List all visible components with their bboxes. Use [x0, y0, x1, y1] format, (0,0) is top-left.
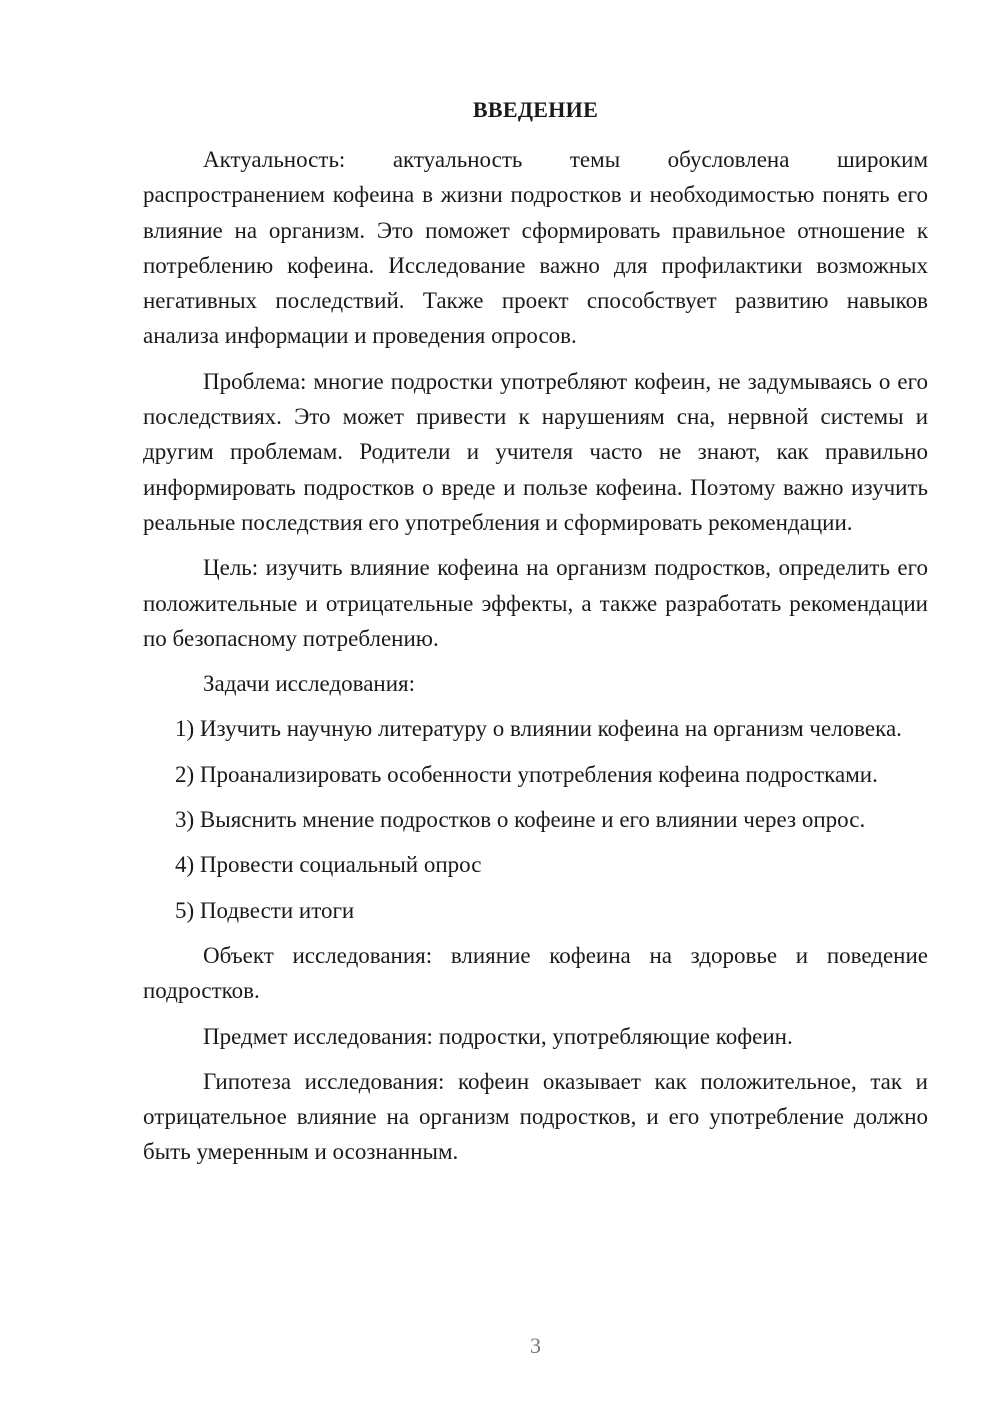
body-text: [143, 142, 928, 1170]
paragraph-goal: Цель: изучить влияние кофеина на организм подростков, определить его положительные и отрицательные эффекты, а также разработать рекомендации по безопасному потреблению.: [143, 555, 928, 651]
paragraph-relevance: Актуальность: актуальность темы обусловлена широким распространением кофеина в жизни подростков и необходимостью понять его влияние на организм. Это поможет сформировать правильное отношение к потреблению кофеина. Исследование важно для профилактики возможных негативных последствий. Также проект способствует развитию навыков анализа информации и проведения опросов.: [143, 147, 928, 349]
page-number: 3: [530, 1333, 541, 1358]
section-title: ВВЕДЕНИЕ: [472, 97, 599, 122]
task-item: 2) Проанализировать особенности употребления кофеина подростками.: [175, 761, 878, 787]
task-item: 5) Подвести итоги: [175, 897, 355, 923]
tasks-heading: Задачи исследования:: [203, 671, 416, 697]
paragraph-hypothesis: Гипотеза исследования: кофеин оказывает как положительное, так и отрицательное влияние на организм подростков, и его употребление должно быть умеренным и осознанным.: [143, 1068, 928, 1165]
paragraph-subject: Предмет исследования: подростки, употребляющие кофеин.: [203, 1023, 793, 1049]
task-item: 1) Изучить научную литературу о влиянии кофеина на организм человека.: [175, 716, 902, 742]
task-item: 3) Выяснить мнение подростков о кофеине и его влиянии через опрос.: [175, 807, 866, 833]
paragraph-object: Объект исследования: влияние кофеина на здоровье и поведение подростков.: [143, 942, 928, 1004]
paragraph-problem: Проблема: многие подростки употребляют кофеин, не задумываясь о его последствиях. Это может привести к нарушениям сна, нервной системы и другим проблемам. Родители и учителя часто не знают, как правильно информировать подростков о вреде и пользе кофеина. Поэтому важно изучить реальные последствия его употребления и сформировать рекомендации.: [143, 368, 928, 535]
task-item: 4) Провести социальный опрос: [175, 852, 482, 878]
